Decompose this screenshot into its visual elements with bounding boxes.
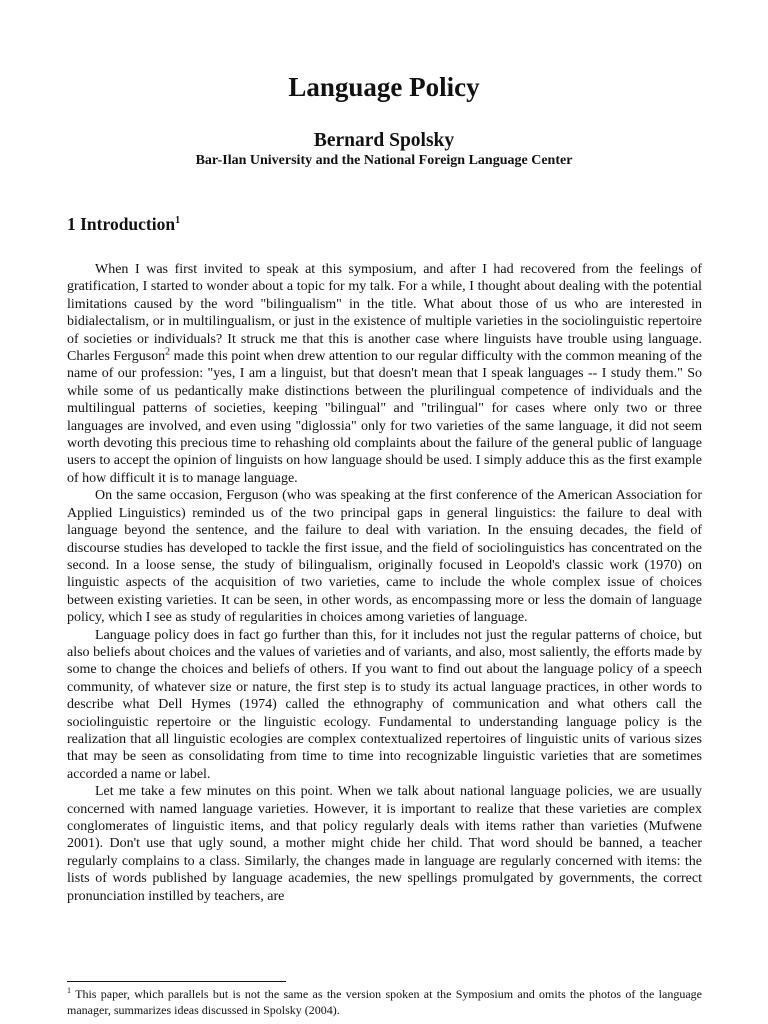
paragraph: Language policy does in fact go further than this, for it includes not just the regular patterns of choice, but also beliefs about choices and the values of varieties and of variants, and also, most saliently, the efforts made by some to change the choices and beliefs of others. If you want to find out about the language policy of a speech community, of whatever size or nature, the first step is to study its actual language practices, in other words to describe what Dell Hymes (1974) called the ethnography of communication and what others call the sociolinguistic repertoire or the linguistic ecology. Fundamental to understanding language policy is the realization that all linguistic ecologies are complex contextualized repertoires of linguistic units of various sizes that may be seen as consolidating from time to time into recognizable linguistic varieties that are sometimes accorded a name or label.: [67, 627, 702, 782]
paragraph-text: When I was first invited to speak at this symposium, and after I had recovered from the feelings of gratification, I started to wonder about a topic for my talk. For a while, I thought about dealing with the potential limitations caused by the word "bilingualism" in the title. What about those of us who are interested in bidialectalism, or in multilingualism, or just in the existence of multiple varieties in the sociolinguistic repertoire of societies or individuals? It struck me that this is another case where linguists have trouble using language. Charles Ferguson: [67, 262, 702, 365]
paragraph: Let me take a few minutes on this point. When we talk about national language policies, we are usually concerned with named language varieties. However, it is important to realize that these varieties are complex conglomerates of linguistic items, and that policy regularly deals with items rather than varieties (Mufwene 2001). Don't use that ugly sound, a mother might chide her child. That word should be banned, a teacher regularly complains to a class. Similarly, the changes made in language are regularly concerned with items: the lists of words published by language academies, the new spellings promulgated by governments, the correct pronunciation instilled by teachers, are: [67, 784, 702, 904]
footnote: [67, 987, 702, 1018]
section-footnote-mark: 1: [175, 215, 181, 227]
section-heading: [67, 214, 180, 235]
author-affiliation: Bar-Ilan University and the National Foreign Language Center: [195, 153, 573, 168]
body-text: [67, 261, 702, 905]
section-title: 1 Introduction: [67, 214, 176, 234]
footnote-divider: [67, 981, 286, 982]
author-name: Bernard Spolsky: [313, 130, 455, 151]
footnote-mark: 2: [165, 346, 171, 358]
paragraph-text: made this point when drew attention to our regular difficulty with the common meaning of the name of our profession: "yes, I am a linguist, but that doesn't mean that I speak languages -- I study them." So while some of us pedantically make distinctions between the plurilingual competence of individuals and the multilingual patterns of societies, keeping "bilingual" and "trilingual" for cases where only two or three languages are involved, and even using "diglossia" only for two varieties of the same language, it did not seem worth devoting this precious time to rehashing old complaints about the failure of the general public of language users to accept the opinion of linguists on how language should be used. I simply adduce this as the first example of how difficult it is to manage language.: [67, 349, 702, 486]
paragraph: [67, 261, 702, 487]
paragraph: On the same occasion, Ferguson (who was speaking at the first conference of the American Association for Applied Linguistics) reminded us of the two principal gaps in general linguistics: the failure to deal with language beyond the sentence, and the failure to deal with variation. In the ensuing decades, the field of discourse studies has developed to tackle the first issue, and the field of sociolinguistics has concentrated on the second. In a loose sense, the study of bilingualism, originally focused in Leopold's classic work (1970) on linguistic aspects of the acquisition of two varieties, came to include the whole complex issue of choices between existing varieties. It can be seen, in other words, as encompassing more or less the domain of language policy, which I see as study of regularities in choices among varieties of language.: [67, 488, 702, 626]
footnote-number: 1: [67, 986, 71, 995]
paper-title: Language Policy: [288, 72, 480, 102]
footnote-text: This paper, which parallels but is not the same as the version spoken at the Symposium and omits the photos of the language manager, summarizes ideas discussed in Spolsky (2004).: [67, 987, 702, 1017]
